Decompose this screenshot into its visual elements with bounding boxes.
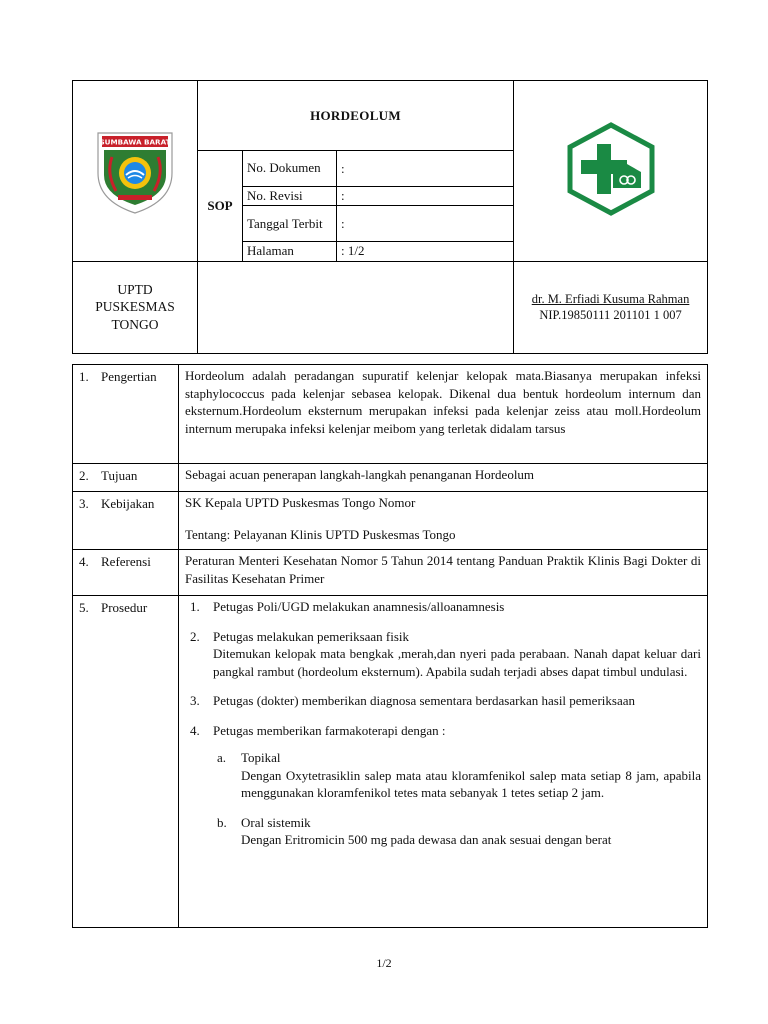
list-item [185, 628, 701, 681]
step-text: Petugas memberikan farmakoterapi dengan : [213, 722, 446, 738]
section-number: 2. [79, 468, 89, 483]
signer-nip: NIP.19850111 201101 1 007 [539, 308, 682, 322]
unit-line: TONGO [111, 316, 159, 332]
meta-label-halaman: Halaman [243, 242, 337, 261]
section-label-prosedur [73, 596, 179, 928]
sop-header-table [72, 80, 708, 354]
section-text: Sebagai acuan penerapan langkah-langkah penanganan Hordeolum [185, 467, 535, 482]
step-text: Petugas Poli/UGD melakukan anamnesis/alloanamnesis [213, 599, 505, 614]
sop-content-table [72, 364, 708, 928]
puskesmas-logo-cell [514, 81, 708, 262]
sub-text: Dengan Oxytetrasiklin salep mata atau kloramfenikol salep mata setiap 8 jam, apabila menggunakan kloramfenikol tetes mata sebanyak 1 tetes setiap 2 jam. [241, 767, 701, 801]
section-label: Kebijakan [101, 496, 155, 511]
section-content-pengertian [179, 365, 708, 464]
page-number: 1/2 [376, 956, 392, 970]
list-item [185, 598, 701, 616]
step-number: 3. [190, 693, 200, 709]
step-number: 4. [190, 722, 200, 738]
puskesmas-logo-icon [565, 122, 657, 216]
list-item [185, 722, 701, 849]
section-number: 5. [79, 600, 89, 615]
section-number: 1. [79, 369, 89, 384]
meta-value-tanggal: : [337, 206, 514, 242]
section-label: Referensi [101, 554, 151, 569]
step-detail: Ditemukan kelopak mata bengkak ,merah,dan nyeri pada perabaan. Nanah dapat keluar dari pangkal rambut (hordeolum eksternum). Apabila sudah terjadi abses dapat timbul undulasi. [213, 646, 701, 679]
signer-block [514, 261, 708, 353]
unit-name [73, 261, 198, 353]
section-label-tujuan [73, 464, 179, 492]
unit-line: UPTD [117, 281, 153, 297]
meta-value-dokumen: : [337, 151, 514, 187]
logo-text: SUMBAWA BARAT [99, 137, 171, 147]
meta-label-revisi: No. Revisi [243, 187, 337, 206]
section-label: Tujuan [101, 468, 138, 483]
section-content-tujuan [179, 464, 708, 492]
section-label-pengertian [73, 365, 179, 464]
blank-cell [198, 261, 514, 353]
unit-line: PUSKESMAS [95, 299, 175, 315]
section-number: 3. [79, 496, 89, 511]
sub-letter: a. [217, 750, 227, 766]
table-row [73, 550, 708, 596]
section-content-kebijakan [179, 492, 708, 550]
list-item [213, 814, 701, 849]
section-text: Tentang: Pelayanan Klinis UPTD Puskesmas Tongo [185, 526, 456, 542]
step-text: Petugas (dokter) memberikan diagnosa sementara berdasarkan hasil pemeriksaan [213, 693, 635, 709]
section-content-referensi [179, 550, 708, 596]
meta-label-dokumen: No. Dokumen [243, 151, 337, 187]
section-label-referensi [73, 550, 179, 596]
section-text: Peraturan Menteri Kesehatan Nomor 5 Tahun 2014 tentang Panduan Praktik Klinis Bagi Dokter di Fasilitas Kesehatan Primer [185, 553, 701, 586]
table-row [73, 365, 708, 464]
section-label: Pengertian [101, 369, 157, 384]
step-number: 2. [190, 628, 200, 644]
procedure-list [185, 598, 701, 849]
step-number: 1. [190, 599, 200, 614]
sub-title: Topikal [241, 750, 281, 766]
therapy-sublist [213, 749, 701, 849]
sub-text: Dengan Eritromicin 500 mg pada dewasa dan anak sesuai dengan berat [241, 832, 612, 848]
section-label-kebijakan [73, 492, 179, 550]
table-row [73, 492, 708, 550]
sop-label: SOP [198, 151, 243, 262]
regency-logo-cell [73, 81, 198, 262]
section-label: Prosedur [101, 600, 148, 615]
sumbawa-barat-logo-icon [94, 123, 176, 215]
list-item [213, 749, 701, 802]
table-row [73, 596, 708, 928]
document-title: HORDEOLUM [198, 81, 514, 151]
section-number: 4. [79, 554, 89, 569]
list-item [185, 692, 701, 710]
table-row [73, 464, 708, 492]
meta-value-halaman: : 1/2 [337, 242, 514, 261]
meta-value-revisi: : [337, 187, 514, 206]
section-text: Hordeolum adalah peradangan supuratif kelenjar kelopak mata.Biasanya merupakan infeksi staphylococcus pada kelenjar sebasea kelopak. Dikenal dua bentuk hordeolum internum dan eksternum.Hordeolum eksternum merupakan infeksi pada kelenjar zeiss atau moll.Hordeolum internum merupaka infeksi kelenjar meibom yang terletak didalam tarsus [185, 368, 701, 436]
sub-letter: b. [217, 814, 227, 830]
sub-title: Oral sistemik [241, 814, 311, 830]
step-text: Petugas melakukan pemeriksaan fisik [213, 628, 410, 644]
signer-name: dr. M. Erfiadi Kusuma Rahman [531, 292, 690, 307]
meta-label-tanggal: Tanggal Terbit [243, 206, 337, 242]
section-content-prosedur [179, 596, 708, 928]
section-text: SK Kepala UPTD Puskesmas Tongo Nomor [185, 495, 416, 510]
